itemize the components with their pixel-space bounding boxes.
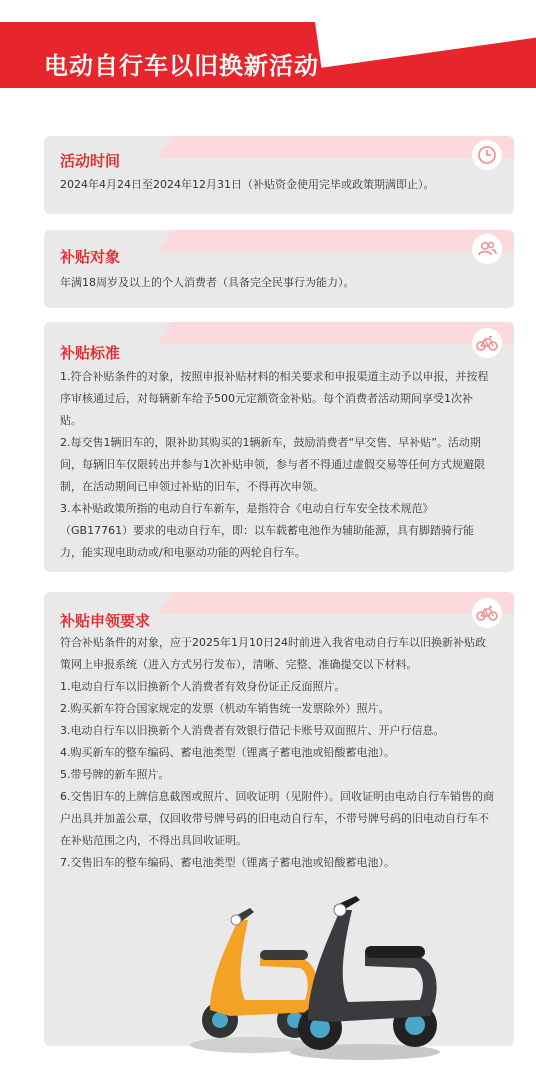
- section-text: 年满18周岁及以上的个人消费者（具备完全民事行为能力）。: [60, 276, 355, 289]
- section-heading: 补贴标准: [60, 344, 121, 362]
- section-tab: [158, 136, 514, 158]
- section-intro: 符合补贴条件的对象，应于2025年1月10日24时前进入我省电动自行车以旧换新补贴政策网上申报系统（进入方式另行发布），清晰、完整、准确提交以下材料。: [60, 636, 486, 671]
- people-icon: [472, 234, 502, 264]
- list-item: 3.本补贴政策所指的电动自行车新车，是指符合《电动自行车安全技术规范》（GB17761）要求的电动自行车，即：以车载蓄电池作为辅助能源，具有脚踏骑行能力，能实现电助动或/和电驱动功能的两轮自行车。: [60, 502, 475, 559]
- section-subsidy-target: [44, 230, 514, 308]
- section-heading: 活动时间: [60, 152, 121, 170]
- list-item: 2.每交售1辆旧车的，限补助其购买的1辆新车，鼓励消费者“早交售、早补贴”。活动期间，每辆旧车仅限转出并参与1次补贴申领，参与者不得通过虚假交易等任何方式规避限制，在活动期间已申领过补贴的旧车，不得再次申领。: [60, 436, 485, 493]
- section-tab: [158, 322, 514, 344]
- list-item: 1.电动自行车以旧换新个人消费者有效身份证正反面照片。: [60, 680, 346, 693]
- list-item: 1.符合补贴条件的对象，按照申报补贴材料的相关要求和申报渠道主动予以申报，并按程序审核通过后，对每辆新车给予500元定额资金补贴。每个消费者活动期间享受1次补贴。: [60, 370, 489, 427]
- list-item: 6.交售旧车的上牌信息截图或照片、回收证明（见附件）。回收证明由电动自行车销售的商户出具并加盖公章，仅回收带号牌号码的旧电动自行车，不带号牌号码的旧电动自行车不在补贴范围之内，不得出具回收证明。: [60, 790, 494, 847]
- clock-icon: [472, 140, 502, 170]
- section-items: [60, 366, 494, 564]
- bicycle-icon: [472, 328, 502, 358]
- section-text: 2024年4月24日至2024年12月31日（补贴资金使用完毕或政策期满即止）。: [60, 178, 435, 191]
- section-tab: [158, 230, 514, 252]
- list-item: 7.交售旧车的整车编码、蓄电池类型（锂离子蓄电池或铅酸蓄电池）。: [60, 856, 395, 869]
- list-item: 5.带号牌的新车照片。: [60, 768, 170, 781]
- section-tab: [158, 592, 514, 614]
- section-subsidy-standard: [44, 322, 514, 572]
- section-heading: 补贴对象: [60, 248, 121, 266]
- page-title: 电动自行车以旧换新活动: [44, 52, 319, 80]
- section-activity-time: [44, 136, 514, 214]
- section-items: [60, 632, 494, 874]
- list-item: 2.购买新车符合国家规定的发票（机动车销售统一发票除外）照片。: [60, 702, 390, 715]
- scooter-illustration: [190, 880, 450, 1060]
- section-heading: 补贴申领要求: [60, 612, 151, 630]
- list-item: 4.购买新车的整车编码、蓄电池类型（锂离子蓄电池或铅酸蓄电池）。: [60, 746, 395, 759]
- header-banner: [0, 0, 536, 88]
- list-item: 3.电动自行车以旧换新个人消费者有效银行借记卡账号双面照片、开户行信息。: [60, 724, 445, 737]
- bicycle-icon: [472, 598, 502, 628]
